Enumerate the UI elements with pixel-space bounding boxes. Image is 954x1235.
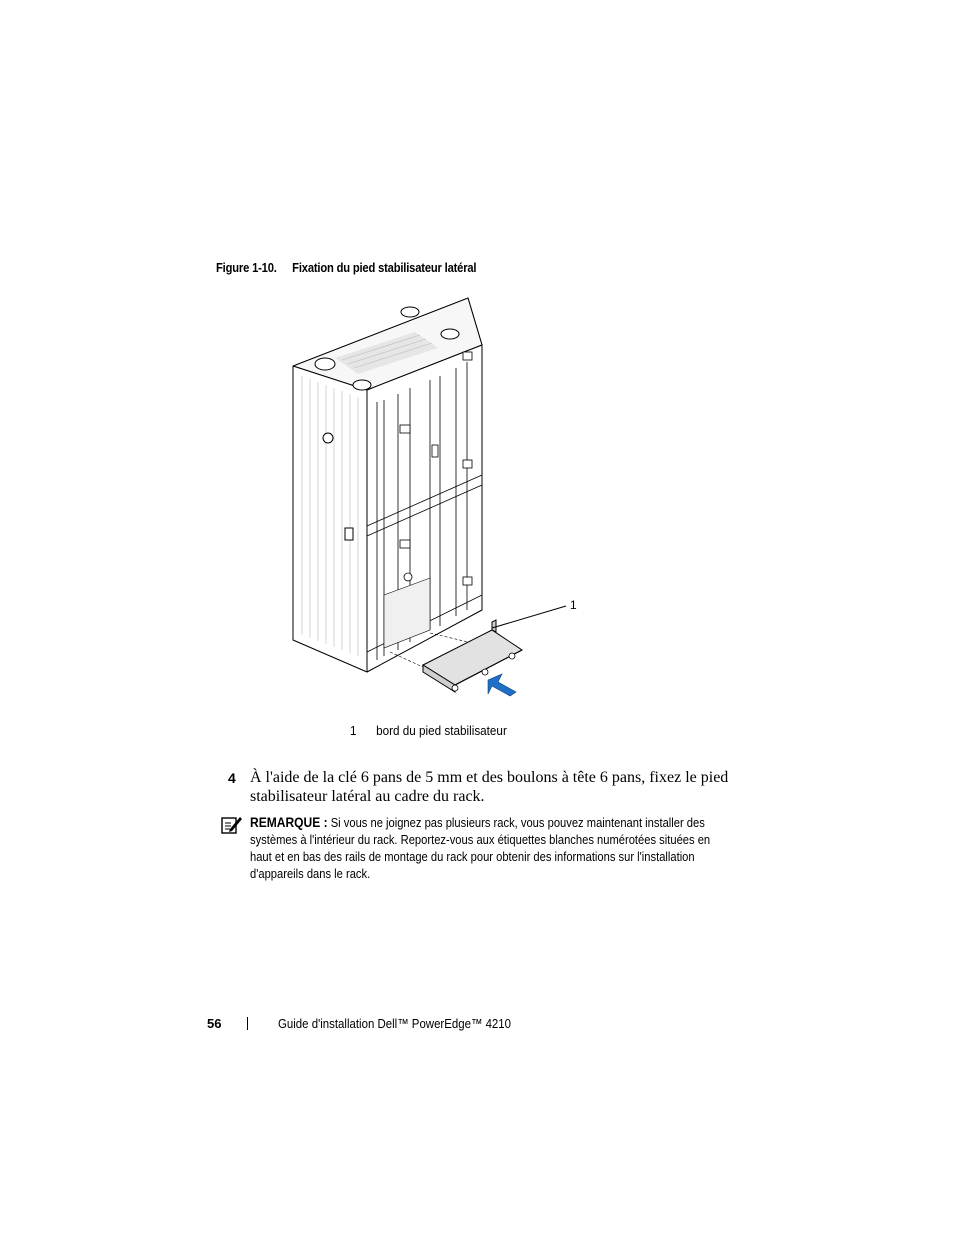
footer-divider xyxy=(247,1017,248,1030)
pencil-note-icon xyxy=(221,815,243,835)
rack-cabinet-illustration xyxy=(280,290,590,700)
figure-caption-label: Figure 1-10. xyxy=(216,260,277,275)
figure-callout-number: 1 xyxy=(570,598,577,612)
legend-number: 1 xyxy=(350,723,357,738)
footer-title: Guide d'installation Dell™ PowerEdge™ 4210 xyxy=(278,1016,512,1031)
rack-figure xyxy=(280,290,590,700)
figure-caption-title: Fixation du pied stabilisateur latéral xyxy=(292,260,477,275)
page-number: 56 xyxy=(207,1016,222,1031)
page-footer xyxy=(207,1016,543,1031)
note-text: Si vous ne joignez pas plusieurs rack, vous pouvez maintenant installer des systèmes à l'intérieur du rack. Reportez-vous aux étiquettes blanches numérotées situées en haut et en bas des rails de montage du rack pour obtenir des informations sur l'installation d'appareils dans le rack. xyxy=(250,815,711,881)
legend-text: bord du pied stabilisateur xyxy=(376,723,507,738)
note-label: REMARQUE : xyxy=(250,814,328,830)
figure-legend xyxy=(350,723,507,738)
step-number: 4 xyxy=(228,770,236,786)
figure-caption xyxy=(216,260,476,275)
arrow-icon xyxy=(488,674,516,696)
step-text: À l'aide de la clé 6 pans de 5 mm et des boulons à tête 6 pans, fixez le pied stabilisateur latéral au cadre du rack. xyxy=(250,769,729,805)
note-block xyxy=(250,814,732,882)
